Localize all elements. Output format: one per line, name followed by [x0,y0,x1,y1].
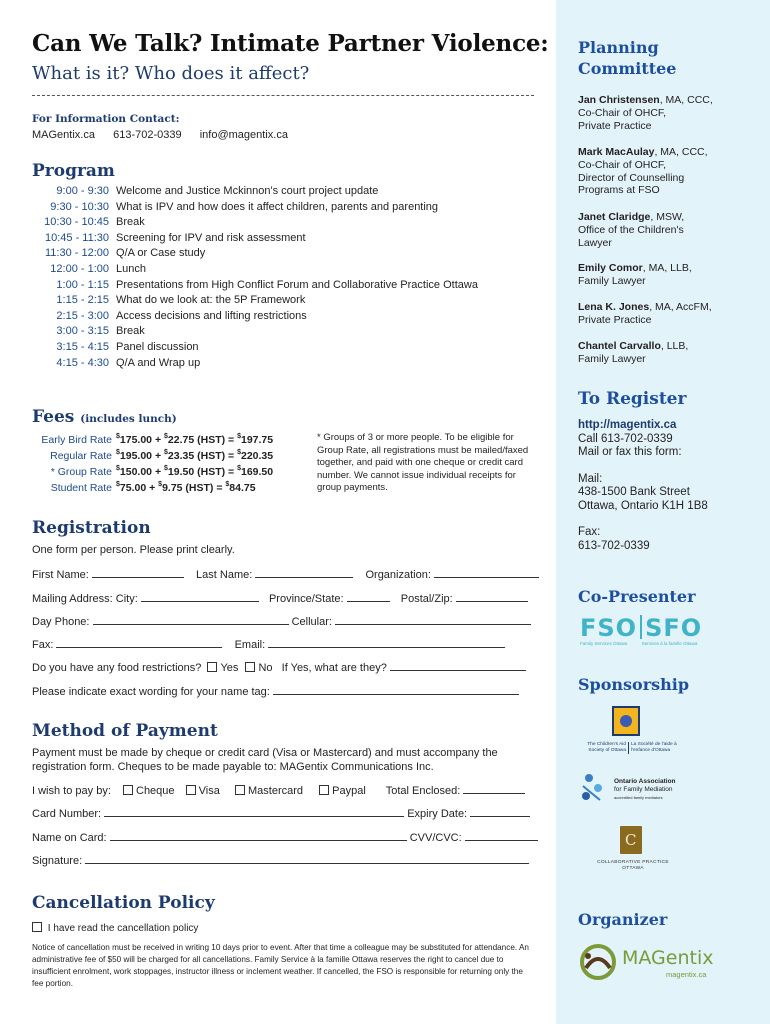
member-credentials: , LLB, [660,340,689,352]
schedule-time: 4:15 - 4:30 [56,356,109,369]
register-mail-fax: Mail or fax this form: [578,446,682,458]
cpo-emblem: C [620,826,642,854]
schedule-time: 2:15 - 3:00 [56,309,109,322]
planning-heading-line1: Planning [578,38,659,57]
postal-label: Postal/Zip: [400,593,453,605]
register-heading: To Register [578,389,687,409]
cvv-field[interactable] [465,830,538,841]
cancellation-heading: Cancellation Policy [32,893,215,913]
member-name: Janet Claridge [578,211,651,223]
fee-row [32,448,273,464]
schedule-time: 10:30 - 10:45 [44,216,109,229]
schedule-row [32,262,478,278]
card-number-row [32,806,530,820]
fax-email-row [32,637,505,651]
member-credentials: , MSW, [650,211,685,223]
fee-hst-label: (HST) [197,434,226,446]
signature-field[interactable] [85,853,529,864]
contact-org[interactable]: MAGentix.ca [32,129,95,141]
committee-member [578,262,758,288]
address-row [32,591,528,605]
program-schedule [32,184,478,371]
expiry-field[interactable] [470,806,530,817]
last-name-field[interactable] [255,567,353,578]
city-field[interactable] [141,591,259,602]
register-url[interactable]: http://magentix.ca [578,419,677,431]
member-credentials: , MA, CCC, [654,146,708,158]
magentix-emblem-icon [578,942,618,982]
fee-value: $75.00 + $9.75 (HST) = $84.75 [116,481,256,494]
fee-base: 175.00 [119,434,153,446]
schedule-time: 3:00 - 3:15 [56,325,109,338]
fee-hst-label: (HST) [197,466,226,478]
first-name-field[interactable] [92,567,184,578]
oafm-line2: for Family Mediation [614,786,673,793]
contact-phone: 613-702-0339 [113,129,182,141]
schedule-time: 1:00 - 1:15 [56,278,109,291]
magentix-url: magentix.ca [666,970,707,979]
fee-hst-label: (HST) [185,482,214,494]
cpo-line2: OTTAWA [622,866,644,871]
phone-row [32,614,531,628]
fax-number: 613-702-0339 [578,539,650,552]
payment-heading: Method of Payment [32,721,218,741]
mail-line2: Ottawa, Ontario K1H 1B8 [578,499,708,512]
card-number-field[interactable] [104,806,404,817]
schedule-activity: Welcome and Justice Mckinnon's court project update [116,185,379,197]
schedule-row [32,200,478,216]
fso-sub-right: Services à la famille Ottawa [641,641,698,646]
cvv-label: CVV/CVC: [409,832,462,844]
schedule-activity: What is IPV and how does it affect children, parents and parenting [116,200,439,213]
member-role-line: Programs at FSO [578,184,660,197]
food-no-label: No [258,662,273,674]
fees-table [32,432,273,496]
cancellation-ack-label: I have read the cancellation policy [47,923,199,934]
visa-label: Visa [198,785,220,797]
schedule-row [32,278,478,294]
pay-by-label: I wish to pay by: [32,785,111,797]
cellular-label: Cellular: [291,616,332,628]
planning-committee-heading [578,37,676,79]
mail-label: Mail: [578,472,603,485]
planning-heading-line2: Committee [578,59,677,78]
fee-total: 220.35 [240,450,274,462]
fee-total: 197.75 [240,434,274,446]
name-row [32,567,539,581]
register-call: Call 613-702-0339 [578,432,673,445]
fee-label: Early Bird Rate [41,434,112,446]
day-phone-label: Day Phone: [32,616,90,628]
copresenter-heading: Co-Presenter [578,587,696,606]
fee-hst-label: (HST) [197,450,226,462]
schedule-time: 3:15 - 4:15 [56,340,109,353]
schedule-activity: Panel discussion [116,340,199,353]
fee-label: Regular Rate [50,450,112,462]
fee-label: Student Rate [50,482,112,494]
member-name: Mark MacAulay [578,146,655,158]
sfo-text: SFO [645,614,703,642]
fax-field[interactable] [56,637,222,648]
schedule-row [32,293,478,309]
cas-logo [578,706,718,758]
magentix-logo [578,940,718,984]
payment-text: Payment must be made by cheque or credit card (Visa or Mastercard) and must accompany the registration form. Cheques to be made payable to: MAGentix Communications Inc. [32,747,498,773]
fee-hst: 23.35 [167,450,195,462]
email-label: Email: [234,639,266,651]
fax-label: Fax: [32,639,54,651]
schedule-activity: Break [116,325,145,338]
fee-hst: 22.75 [167,434,195,446]
name-on-card-row [32,830,538,844]
fee-base: 195.00 [119,450,153,462]
member-credentials: , MA, CCC, [659,94,713,106]
fso-sub-left: Family Services Ottawa [580,641,628,646]
schedule-time: 10:45 - 11:30 [44,231,109,244]
mail-line1: 438-1500 Bank Street [578,486,690,498]
fee-total: 169.50 [240,466,274,478]
fee-hst: 19.50 [167,466,195,478]
cancellation-notice: Notice of cancellation must be received in writing 10 days prior to event. After that time a colleague may be substituted for attendance. An administrative fee of $50 will be charged for all cancellations. Family Service à la famille Ottawa reserves the right to cancel due to insufficient enrolment, work stoppages, instructor illness or inclement weather. If cancelled, the FSO is responsible for returning only the fee portion. [32,943,529,988]
collaborative-practice-logo [578,822,698,882]
schedule-row [32,309,478,325]
cellular-field[interactable] [335,614,531,625]
oafm-emblem-icon [580,772,604,804]
member-role-line: Family Lawyer [578,352,646,365]
fees-heading-text: Fees [32,407,75,427]
committee-member [578,94,758,132]
member-credentials: , MA, LLB, [642,262,692,274]
contact-email[interactable]: info@magentix.ca [199,129,288,141]
signature-label: Signature: [32,855,83,867]
registration-instructions: One form per person. Please print clearly. [32,544,235,556]
schedule-activity: Screening for IPV and risk assessment [116,231,306,244]
schedule-activity: Q/A and Wrap up [116,356,201,369]
day-phone-field[interactable] [93,614,289,625]
name-on-card-label: Name on Card: [32,832,107,844]
sponsorship-heading [578,675,689,694]
fax-label-side: Fax: [578,526,601,538]
cas-left-text: The Children's Aid Society of Ottawa [587,742,626,753]
cpo-line1: COLLABORATIVE PRACTICE [597,860,669,865]
schedule-row [32,356,478,372]
cheque-label: Cheque [136,785,175,797]
schedule-activity: Lunch [116,262,146,275]
schedule-row [32,231,478,247]
paypal-label: Paypal [332,785,366,797]
page-title: Can We Talk? Intimate Partner Violence: [32,30,549,57]
fees-heading [32,407,177,427]
fee-row [32,464,273,480]
member-role-line: Private Practice [578,313,652,326]
oafm-line3: accredited family mediators [614,795,663,800]
mastercard-checkbox[interactable] [235,785,245,795]
fee-total: 84.75 [229,482,256,494]
fee-value: $175.00 + $22.75 (HST) = $197.75 [116,433,274,446]
committee-member [578,211,758,249]
schedule-time: 1:15 - 2:15 [56,294,109,307]
contact-info [32,129,288,141]
schedule-row [32,324,478,340]
organization-field[interactable] [434,567,539,578]
schedule-row [32,246,478,262]
committee-member [578,301,758,327]
program-heading: Program [32,161,115,181]
oafm-line1: Ontario Association [614,778,676,785]
divider [32,95,534,96]
postal-field[interactable] [456,591,528,602]
group-rate-note: * Groups of 3 or more people. To be eligible for Group Rate, all registrations must be mailed/faxed together, and paid with one cheque or credit card number. We cannot issue individual receipts for group payments. [317,432,529,493]
schedule-row [32,215,478,231]
member-name: Jan Christensen [578,94,660,106]
cas-right-text: La Société de l'aide à l'enfance d'Ottawa [631,742,677,753]
paypal-checkbox[interactable] [319,785,329,795]
name-tag-row [32,684,519,698]
food-question: Do you have any food restrictions? [32,662,202,674]
sponsorship-heading-text: Sponsorship [578,675,690,694]
schedule-time: 12:00 - 1:00 [50,262,109,275]
member-name: Chantel Carvallo [578,340,661,352]
name-on-card-field[interactable] [110,830,407,841]
food-if-yes-label: If Yes, what are they? [281,662,387,674]
name-tag-field[interactable] [273,684,519,695]
food-restrictions-field[interactable] [390,660,526,671]
schedule-activity: Q/A or Case study [116,247,206,260]
fee-value: $150.00 + $19.50 (HST) = $169.50 [116,465,274,478]
member-role-line: Director of Counselling [578,171,685,184]
total-enclosed-label: Total Enclosed: [385,785,461,797]
schedule-activity: Break [116,216,145,229]
member-credentials: , MA, AccFM, [649,301,712,313]
magentix-name: MAGentix [622,947,714,969]
oafm-logo [578,770,718,806]
organizer-heading: Organizer [578,910,668,929]
mastercard-label: Mastercard [248,785,304,797]
schedule-row [32,184,478,200]
register-info [578,419,708,553]
signature-row [32,853,529,867]
schedule-activity: Access decisions and lifting restrictions [116,309,307,322]
fees-heading-note: (includes lunch) [80,413,177,425]
schedule-time: 9:30 - 10:30 [50,200,109,213]
schedule-time: 11:30 - 12:00 [44,247,109,260]
fee-row [32,480,273,496]
organization-label: Organization: [365,569,431,581]
mailing-address-label: Mailing Address: City: [32,593,138,605]
cheque-checkbox[interactable] [123,785,133,795]
schedule-row [32,340,478,356]
total-enclosed-field[interactable] [463,783,525,794]
sidebar [556,0,770,1024]
member-role-line: Family Lawyer [578,274,646,287]
fso-logo [580,615,720,649]
cancellation-ack-checkbox[interactable] [32,922,42,932]
schedule-activity: Presentations from High Conflict Forum and Collaborative Practice Ottawa [116,278,478,291]
member-role-line: Co-Chair of OHCF, [578,106,667,119]
member-role-line: Co-Chair of OHCF, [578,158,667,171]
member-role-line: Office of the Children's [578,223,684,236]
member-role-line: Lawyer [578,236,612,249]
member-name: Emily Comor [578,262,643,274]
province-label: Province/State: [268,593,344,605]
card-number-label: Card Number: [32,808,102,820]
province-field[interactable] [347,591,390,602]
schedule-activity: What do we look at: the 5P Framework [116,294,306,307]
visa-checkbox[interactable] [186,785,196,795]
committee-member [578,340,758,366]
pay-by-row [32,783,525,797]
food-no-checkbox[interactable] [245,662,255,672]
fee-label: * Group Rate [50,466,112,478]
fee-base: 150.00 [119,466,153,478]
contact-label: For Information Contact: [32,113,180,125]
member-role-line: Private Practice [578,119,652,132]
expiry-label: Expiry Date: [407,808,468,820]
food-row [32,660,526,674]
registration-heading: Registration [32,518,151,538]
name-tag-label: Please indicate exact wording for your name tag: [32,686,270,698]
cancellation-ack-row [32,922,198,934]
food-yes-label: Yes [220,662,239,674]
member-name: Lena K. Jones [578,301,650,313]
fso-text: FSO [580,614,638,642]
first-name-label: First Name: [32,569,89,581]
food-yes-checkbox[interactable] [207,662,217,672]
page-subtitle: What is it? Who does it affect? [32,63,310,84]
fee-hst: 9.75 [162,482,183,494]
last-name-label: Last Name: [196,569,253,581]
fee-value: $195.00 + $23.35 (HST) = $220.35 [116,449,274,462]
schedule-time: 9:00 - 9:30 [56,185,109,197]
cas-emblem [612,706,640,736]
email-field[interactable] [268,637,505,648]
fee-row [32,432,273,448]
fee-base: 75.00 [119,482,147,494]
committee-member [578,146,758,197]
